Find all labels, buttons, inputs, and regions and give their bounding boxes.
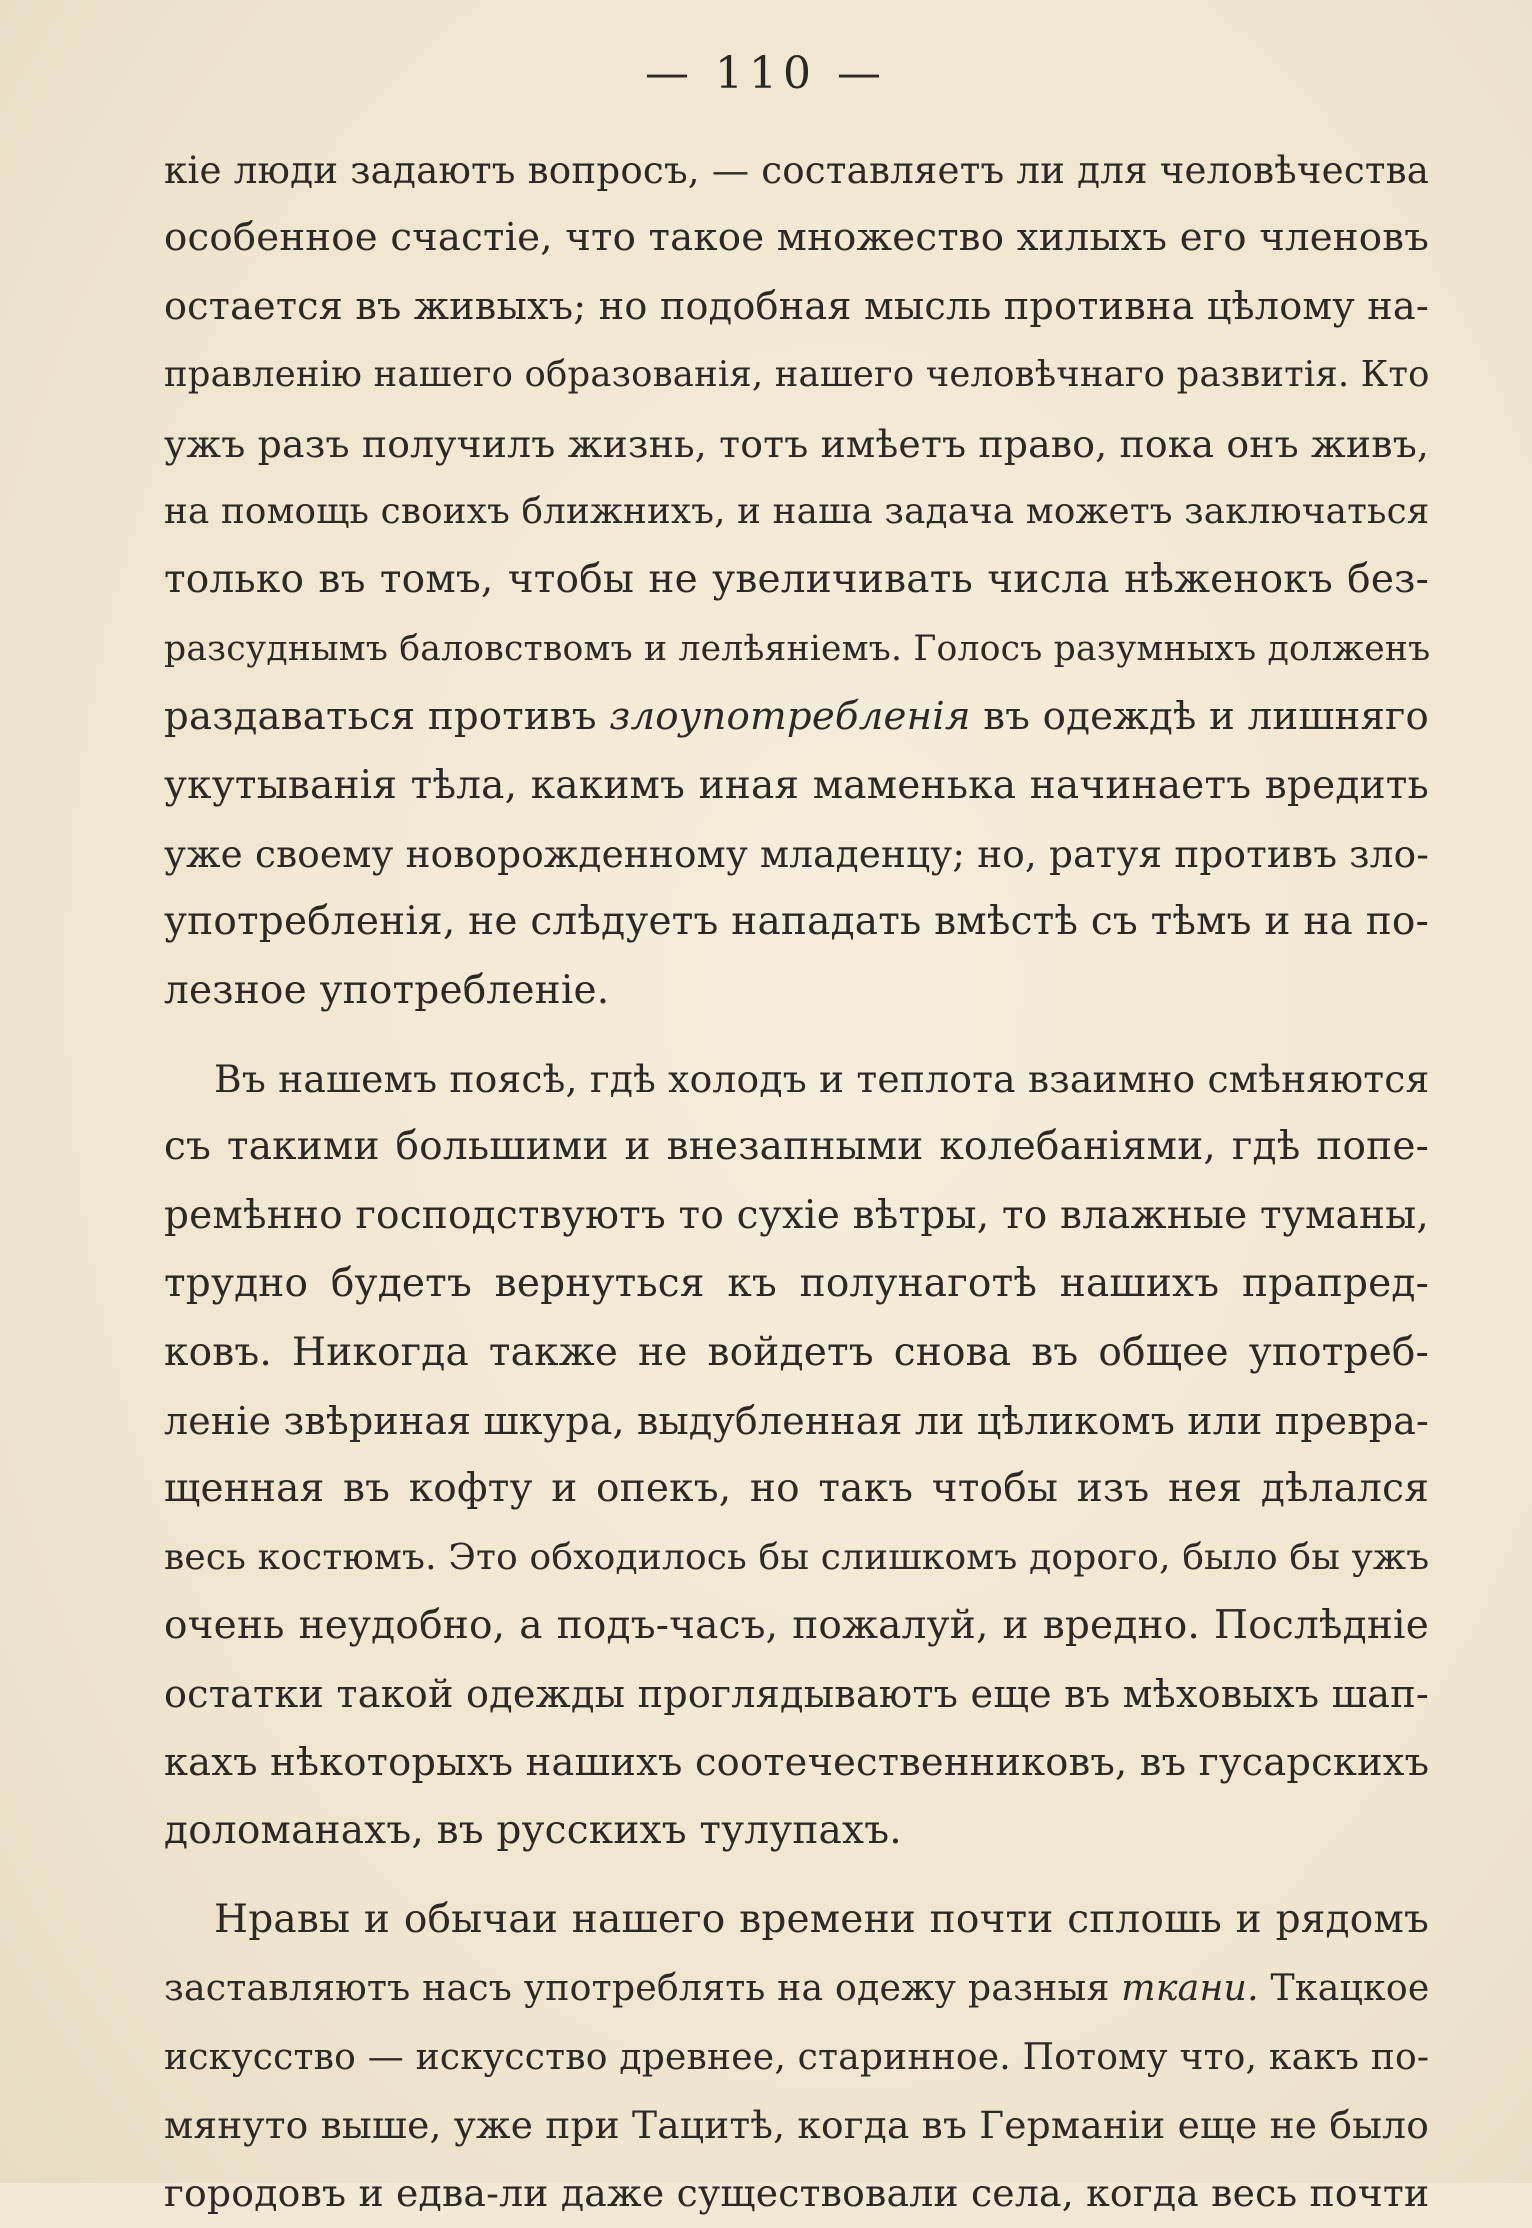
text-line <box>164 820 1429 888</box>
paragraph <box>164 1045 1429 1866</box>
italic-text: злоупотребленія <box>609 694 971 740</box>
line-text: искусство — искусство древнее, старинное. Потому что, какъ по- <box>164 2035 1430 2078</box>
line-text: правленію нашего образованія, нашего человѣчнаго развитія. Кто <box>164 354 1430 396</box>
text-line <box>164 1113 1429 1181</box>
line-text: весь костюмъ. Это обходилось бы слишкомъ дорого, было бы ужъ <box>164 1536 1430 1578</box>
text-line <box>164 888 1429 956</box>
line-text: городовъ и едва-ли даже существовали села, когда весь почти <box>164 2171 1430 2216</box>
line-text: Нравы и обычаи нашего времени почти сплошь и рядомъ <box>214 1896 1429 1942</box>
line-text: ремѣнно господствуютъ то сухіе вѣтры, то влажные туманы, <box>164 1192 1429 1238</box>
paragraph <box>164 136 1429 1025</box>
line-text: ковъ. Никогда также не войдетъ снова въ общее употреб- <box>164 1329 1429 1375</box>
text-line <box>164 1524 1429 1592</box>
line-text: остатки такой одежды проглядываютъ еще въ мѣховыхъ шап- <box>164 1672 1429 1717</box>
line-text: съ такими большими и внезапными колебаніями, гдѣ попе- <box>164 1124 1429 1170</box>
text-line <box>164 1319 1429 1387</box>
line-text: особенное счастіе, что такое множество хилыхъ его членовъ <box>164 215 1429 261</box>
line-text: очень неудобно, а подъ-часъ, пожалуй, и вредно. Послѣдніе <box>164 1603 1429 1649</box>
text-line <box>164 1250 1429 1318</box>
text-line <box>164 1661 1429 1729</box>
text-line <box>164 341 1429 409</box>
line-text: трудно будетъ вернуться къ полунаготѣ нашихъ прапред- <box>164 1261 1429 1307</box>
text-line <box>164 615 1429 683</box>
line-text: кахъ нѣкоторыхъ нашихъ соотечественниковъ, въ гусарскихъ <box>164 1739 1430 1785</box>
line-text: разсуднымъ баловствомъ и лелѣяніемъ. Голосъ разумныхъ долженъ <box>164 628 1431 669</box>
text-line <box>164 2023 1429 2091</box>
text-line <box>164 1954 1429 2022</box>
text-line <box>164 1455 1429 1523</box>
text-body <box>164 136 1429 2228</box>
text-line <box>164 683 1429 751</box>
text-line <box>164 957 1429 1025</box>
line-text: Ткацкое <box>1258 1966 1430 2010</box>
italic-text: ткани. <box>1121 1966 1259 2010</box>
line-text: только въ томъ, чтобы не увеличивать числа нѣженокъ без- <box>164 557 1429 603</box>
line-text: раздаваться противъ <box>164 694 610 740</box>
line-text: укутыванія тѣла, какимъ иная маменька начинаетъ вредить <box>164 762 1429 808</box>
text-line <box>164 752 1429 820</box>
line-text: остается въ живыхъ; но подобная мысль противна цѣлому на- <box>164 284 1429 329</box>
line-text: доломанахъ, въ русскихъ тулупахъ. <box>164 1808 902 1854</box>
text-line <box>164 2159 1429 2227</box>
line-text: заставляютъ насъ употреблять на одежу разныя <box>164 1966 1122 2010</box>
text-line <box>164 546 1429 614</box>
text-line <box>164 1387 1429 1455</box>
text-line <box>164 2091 1429 2159</box>
line-text: употребленія, не слѣдуетъ нападать вмѣстѣ съ тѣмъ и на по- <box>164 899 1429 945</box>
text-line <box>164 478 1429 546</box>
line-text: леніе звѣриная шкура, выдубленная ли цѣликомъ или превра- <box>164 1399 1430 1444</box>
text-line <box>164 273 1429 341</box>
text-line <box>164 1592 1429 1660</box>
line-text: щенная въ кофту и опекъ, но такъ чтобы изъ нея дѣлался <box>164 1466 1429 1512</box>
line-text: лезное употребленіе. <box>164 967 610 1013</box>
text-line <box>164 1045 1429 1113</box>
paragraph-gap <box>164 1025 1429 1045</box>
text-line <box>164 1729 1429 1797</box>
line-text: уже своему новорожденному младенцу; но, ратуя противъ зло- <box>164 831 1430 876</box>
text-line <box>164 1182 1429 1250</box>
text-line <box>164 1886 1429 1954</box>
line-text: мянуто выше, уже при Тацитѣ, когда въ Германіи еще не было <box>164 2102 1429 2147</box>
text-line <box>164 204 1429 272</box>
text-line <box>164 1797 1429 1865</box>
line-text: на помощь своихъ ближнихъ, и наша задача можетъ заключаться <box>164 490 1430 532</box>
line-text: въ одеждѣ и лишняго <box>970 694 1429 740</box>
line-text: ужъ разъ получилъ жизнь, тотъ имѣетъ право, пока онъ живъ, <box>164 421 1430 466</box>
text-line <box>164 410 1429 478</box>
line-text: Въ нашемъ поясѣ, гдѣ холодъ и теплота взаимно смѣняются <box>214 1057 1430 1102</box>
page-number: — 110 — <box>645 48 887 99</box>
line-text: кіе люди задаютъ вопросъ, — составляетъ ли для человѣчества <box>164 148 1430 192</box>
paragraph-gap <box>164 1866 1429 1886</box>
text-line <box>164 136 1429 204</box>
paragraph <box>164 1886 1429 2228</box>
